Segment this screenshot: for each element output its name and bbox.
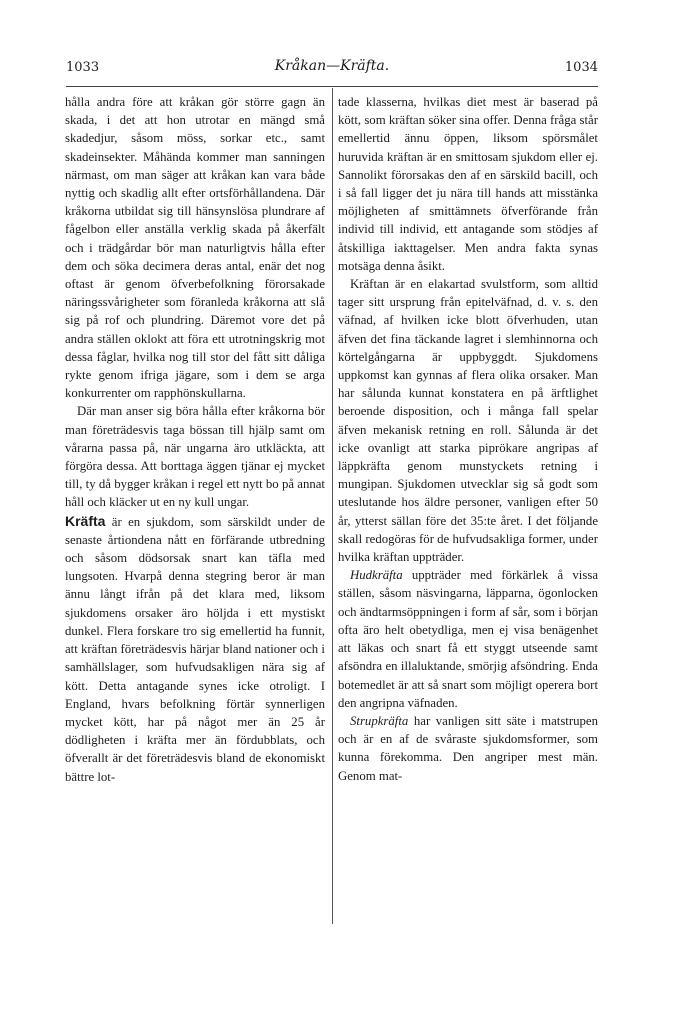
right-column	[338, 93, 598, 785]
left-column	[65, 93, 325, 786]
right-paragraph-2: Kräftan är en elakartad svulstform, som alltid tager sitt ursprung från epitelväfnad, d. v. s. den väfnad, af hvilken icke blott öfverhuden, utan äfven det fina täckande lagret i slemhinnorna och körtelgångarna är uppbyggdt. Sjukdomens uppkomst kan gynnas af flera olika orsaker. Man har sålunda kunnat konstatera en på ärftlighet beroende disposition, och i många fall spelar äfven mekanisk retning en roll. Sålunda är det icke ovanligt att starka piprökare angripas af läppkräfta genom munstyckets retning i mungipan. Sjukdomen utvecklar sig så godt som uteslutande hos äldre personer, vanligen efter 50 år, ytterst sällan före det 35:te året. I det följande skall redogöras för de hufvudsakliga former, under hvilka kräftan uppträder.	[338, 277, 598, 565]
page-number-left: 1033	[66, 60, 100, 75]
column-divider	[332, 88, 333, 924]
right-paragraph-1: tade klasserna, hvilkas diet mest är baserad på kött, som kräftan söker sina offer. Denna fråga står emellertid ännu öppen, liksom spörsmålet huruvida kräftan är en smittosam sjukdom eller ej. Sannolikt förorsakas den af en särskild bacill, och i så fall ligger det ju nära till hands att misstänka möjligheten af smittämnets öfverförande från individ till individ, ett antagande som stödjes af åtskilliga iakttagelser. Men andra fakta synas motsäga denna åsikt.	[338, 95, 598, 273]
subheading-hudkrafta: Hudkräfta	[350, 568, 403, 583]
left-paragraph-2: Där man anser sig böra hålla efter kråkorna bör man företrädesvis taga bössan till hjälp samt om vårarna passa på, när ungarna äro utkläckta, att förgöra dessa. Att borttaga äggen tjänar ej mycket till, ty då bygger kråkan i regel ett nytt bo på annat håll och kläcker ut en ny kull ungar.	[65, 404, 325, 510]
right-paragraph-4	[338, 712, 598, 785]
subheading-strupkrafta: Strupkräfta	[350, 713, 409, 728]
header-rule	[66, 86, 598, 87]
left-paragraph-3	[65, 512, 325, 786]
page-header	[66, 58, 598, 84]
right-paragraph-4-text: har vanligen sitt säte i matstrupen och är en af de svåraste sjukdomsformer, som kunna förekomma. Den angriper mest män. Genom mat-	[338, 713, 598, 783]
running-title: Kråkan—Kräfta.	[274, 58, 390, 74]
left-paragraph-1: hålla andra före att kråkan gör större gagn än skada, i det att hon utrotar en mängd små skadedjur, såsom möss, sorkar etc., samt skadeinsekter. Måhända kommer man sanningen närmast, om man säger att kråkan kan vara både nyttig och skadlig allt efter ortsförhållandena. Där kråkorna utbildat sig till hänsynslösa plundrare af fågelbon eller anställa verklig skada på åkerfält och i trädgårdar bör man naturligtvis hålla efter dem och söka decimera deras antal, enär det nog oftast är genom öfverbefolkning förorsakade näringssvårigheter som föranleda kråkorna att slå sig på rof och plundring. Däremot vore det på andra ställen oklokt att föra ett utrotningskrig mot dessa fåglar, hvilka nog till stor del fått sitt dåliga rykte genom ifriga jägare, som i dem se arga konkurrenter om rapphönskullarna.	[65, 95, 325, 401]
left-paragraph-3-text: är en sjukdom, som särskildt under de senaste årtiondena nått en förfärande utbredning och såsom dödsorsak snart kan täfla med lungsoten. Hvarpå denna stegring beror är man ännu långt ifrån på det klara med, liksom sjukdomens orsaker äro höljda i ett mystiskt dunkel. Flera forskare tro sig emellertid ha funnit, att kräftan företrädesvis härjar bland nationer och i samhällslager, som hufvudsakligen nära sig af kött. Detta antagande synes icke otroligt. I England, hvars befolkning förtär synnerligen mycket kött, har på något mer än 25 år dödligheten i kräfta mer än fördubblats, och öfverallt är det företrädesvis bland de ekonomiskt bättre lot-	[65, 514, 325, 784]
right-paragraph-3-text: uppträder med förkärlek å vissa ställen, såsom näsvingarna, läpparna, ögonlocken och ändtarmsöppningen i form af sår, som i början ofta äro helt obetydliga, men ej visa benägenhet att läkas och snart få ett styggt utseende samt afsöndra en illaluktande, smörjig afsöndring. Enda botemedlet är att så snart som möjligt operera bort den angripna väfnaden.	[338, 568, 598, 710]
right-paragraph-3	[338, 566, 598, 712]
entry-headword-krafta: Kräfta	[65, 512, 106, 529]
page-number-right: 1034	[564, 60, 598, 75]
